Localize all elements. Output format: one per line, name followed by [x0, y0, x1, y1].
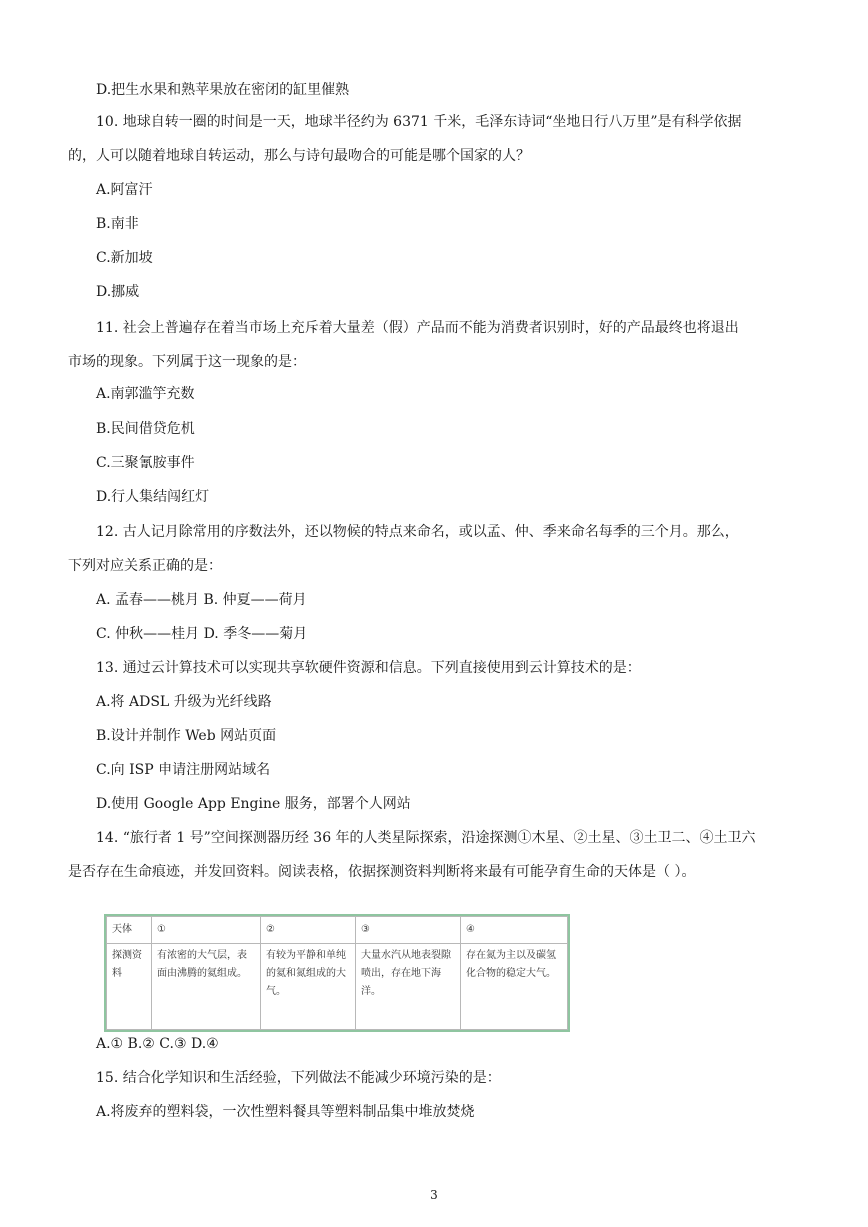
table-header-cell: ③ [356, 917, 461, 944]
q10-option-c: C.新加坡 [96, 250, 153, 266]
table-header-cell: ② [261, 917, 356, 944]
table-cell: 有较为平静和单纯的氦和氮组成的大气。 [261, 944, 356, 1030]
q10-option-a: A.阿富汗 [96, 182, 153, 198]
q13-option-c: C.向 ISP 申请注册网站域名 [96, 762, 271, 778]
q10-stem-line1: 10. 地球自转一圈的时间是一天，地球半径约为 6371 千米，毛泽东诗词“坐地日行八万里”是有科学依据 [96, 114, 742, 130]
table-row-label: 探测资料 [107, 944, 152, 1030]
probe-data-table [104, 914, 570, 1032]
q12-stem-line1: 12. 古人记月除常用的序数法外，还以物候的特点来命名，或以孟、仲、季来命名每季的三个月。那么， [96, 524, 739, 540]
q11-stem-line2: 市场的现象。下列属于这一现象的是： [68, 354, 306, 370]
q12-options-cd: C. 仲秋——桂月 D. 季冬——菊月 [96, 626, 308, 642]
q12-stem-line2: 下列对应关系正确的是： [68, 558, 222, 574]
q11-option-b: B.民间借贷危机 [96, 421, 195, 437]
q15-stem: 15. 结合化学知识和生活经验，下列做法不能减少环境污染的是： [96, 1070, 501, 1086]
q14-stem-line1: 14. “旅行者 1 号”空间探测器历经 36 年的人类星际探索，沿途探测①木星、②土星、③土卫二、④土卫六 [96, 830, 756, 846]
table-header-cell: 天体 [107, 917, 152, 944]
q12-options-ab: A. 孟春——桃月 B. 仲夏——荷月 [96, 592, 307, 608]
table-cell: 大量水汽从地表裂隙喷出，存在地下海洋。 [356, 944, 461, 1030]
q10-stem-line2: 的，人可以随着地球自转运动，那么与诗句最吻合的可能是哪个国家的人？ [68, 148, 530, 164]
q14-stem-line2: 是否存在生命痕迹，并发回资料。阅读表格，依据探测资料判断将来最有可能孕育生命的天体是（ ）。 [68, 864, 696, 880]
q13-option-a: A.将 ADSL 升级为光纤线路 [96, 694, 272, 710]
table-cell: 有浓密的大气层，表面由沸腾的氦组成。 [152, 944, 261, 1030]
q13-stem: 13. 通过云计算技术可以实现共享软硬件资源和信息。下列直接使用到云计算技术的是： [96, 660, 641, 676]
table-header-row [107, 917, 568, 944]
q11-stem-line1: 11. 社会上普遍存在着当市场上充斥着大量差（假）产品而不能为消费者识别时，好的产品最终也将退出 [96, 320, 739, 336]
q15-option-a: A.将废弃的塑料袋，一次性塑料餐具等塑料制品集中堆放焚烧 [96, 1104, 475, 1120]
q13-option-b: B.设计并制作 Web 网站页面 [96, 728, 277, 744]
table-cell: 存在氮为主以及碳氢化合物的稳定大气。 [461, 944, 568, 1030]
q13-option-d: D.使用 Google App Engine 服务，部署个人网站 [96, 796, 411, 812]
table-row [107, 944, 568, 1030]
q9-option-d: D.把生水果和熟苹果放在密闭的缸里催熟 [96, 82, 350, 98]
table-header-cell: ① [152, 917, 261, 944]
q11-option-c: C.三聚氰胺事件 [96, 455, 195, 471]
q11-option-d: D.行人集结闯红灯 [96, 489, 210, 505]
q10-option-d: D.挪威 [96, 284, 140, 300]
page-number: 3 [430, 1188, 438, 1202]
table-header-cell: ④ [461, 917, 568, 944]
q11-option-a: A.南郭滥竽充数 [96, 386, 195, 402]
q14-options: A.① B.② C.③ D.④ [96, 1036, 219, 1052]
q10-option-b: B.南非 [96, 216, 139, 232]
